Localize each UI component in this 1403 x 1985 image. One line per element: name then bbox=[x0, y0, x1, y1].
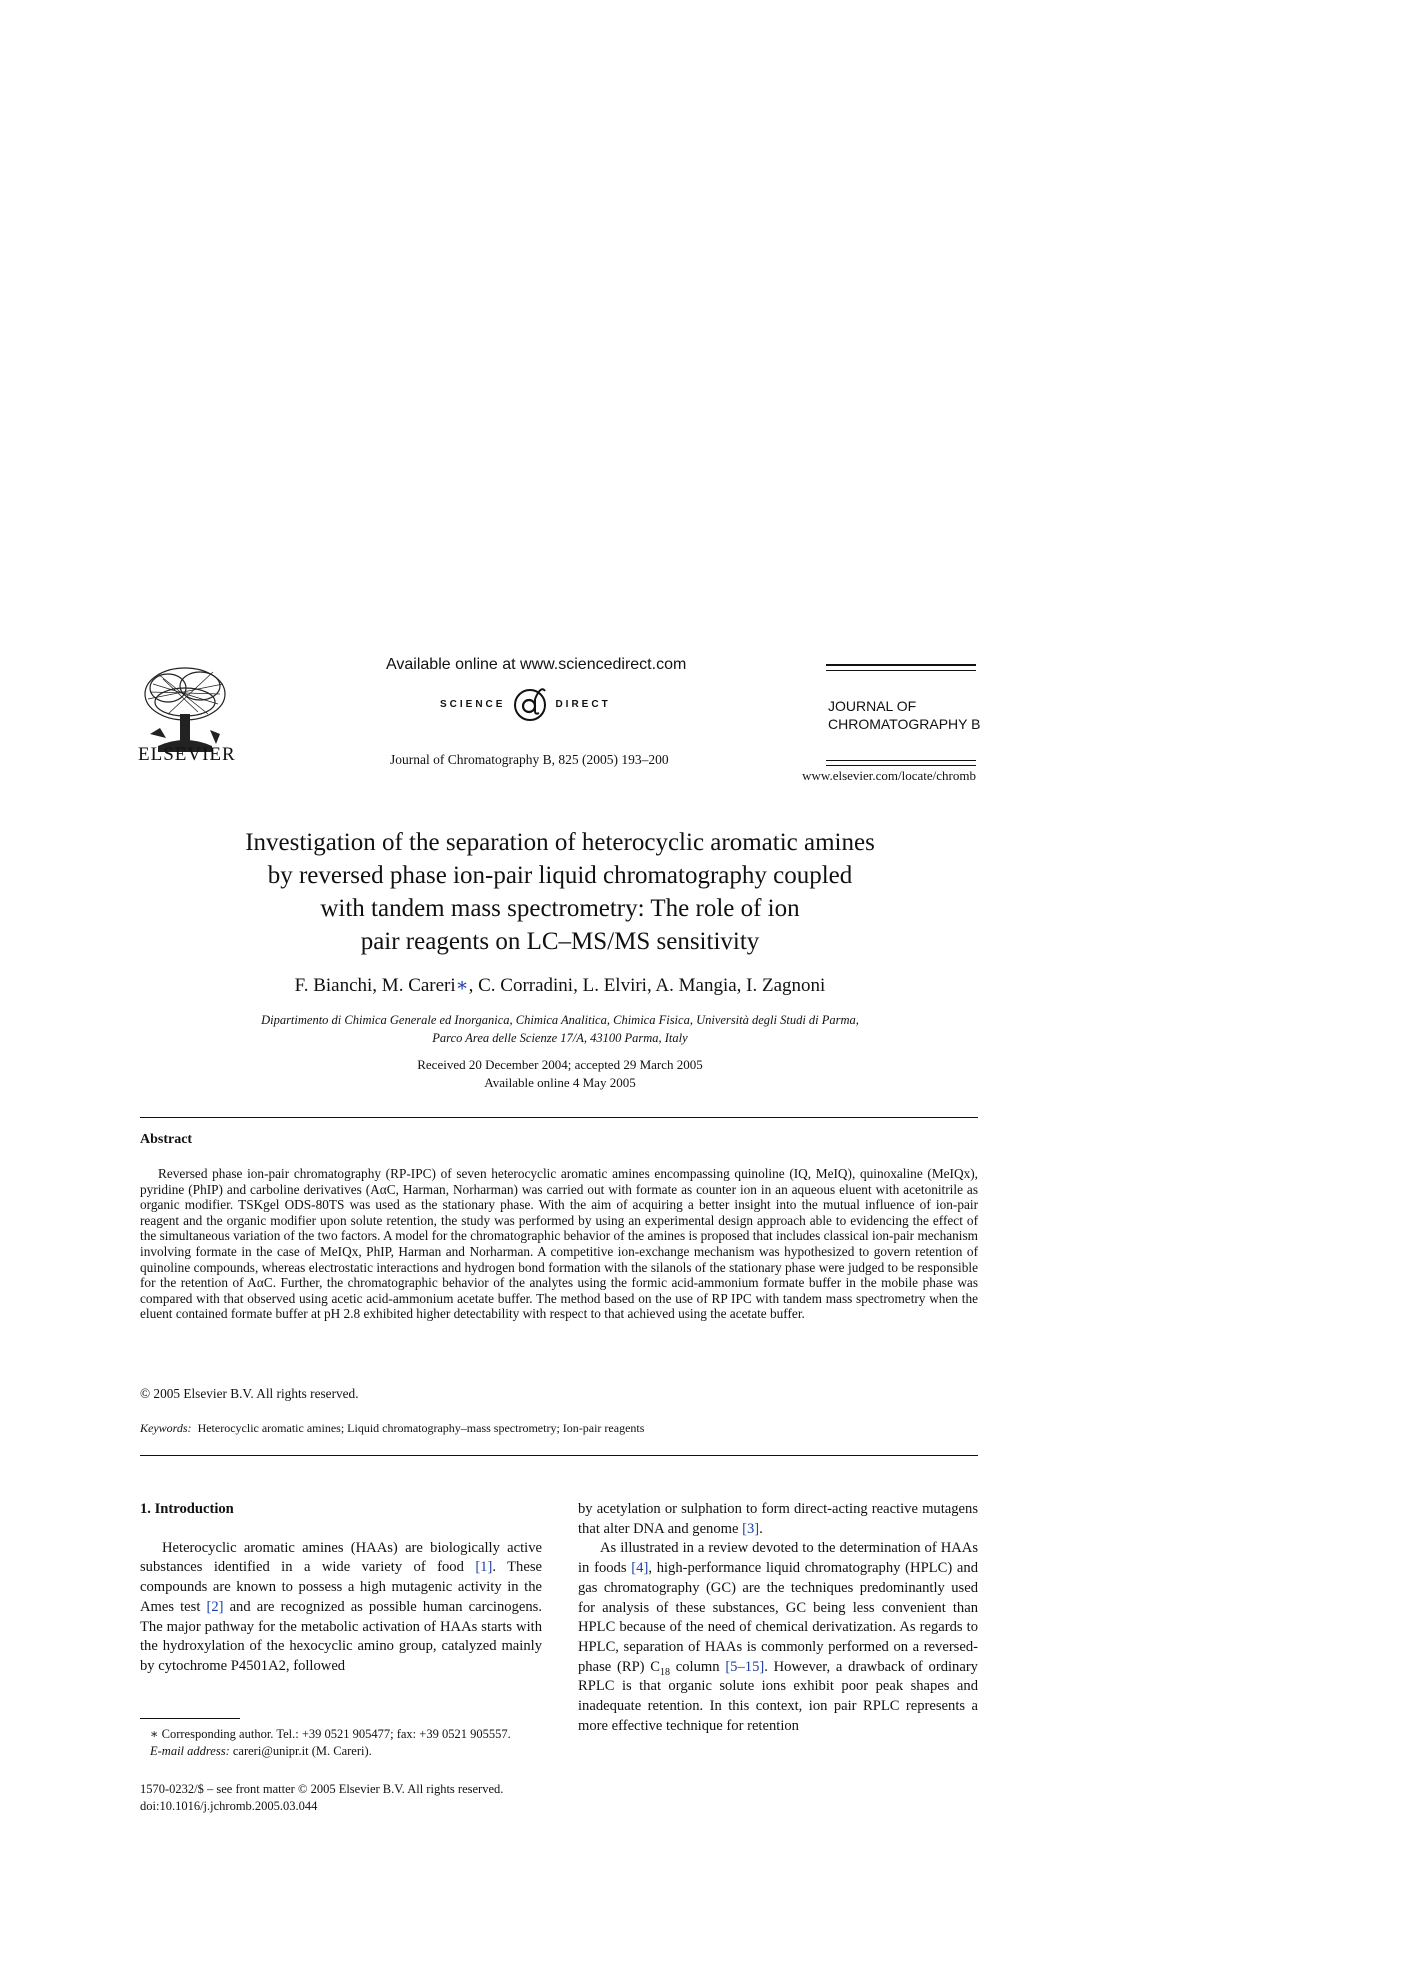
title-line: by reversed phase ion-pair liquid chromatography coupled bbox=[267, 862, 853, 889]
journal-name-line2: CHROMATOGRAPHY B bbox=[828, 716, 981, 732]
affiliation bbox=[160, 1011, 960, 1047]
footnote-mark: ∗ bbox=[150, 1727, 159, 1741]
received-date: Received 20 December 2004; accepted 29 March 2005 bbox=[417, 1057, 703, 1072]
title-line: with tandem mass spectrometry: The role of ion bbox=[320, 895, 800, 922]
publisher-name: ELSEVIER bbox=[138, 744, 236, 765]
header-rule bbox=[826, 670, 976, 671]
sd-left-word: SCIENCE bbox=[440, 698, 506, 710]
reference-link[interactable]: [4] bbox=[631, 1560, 649, 1577]
reference-link[interactable]: [5–15] bbox=[725, 1658, 765, 1675]
section-heading-introduction: 1. Introduction bbox=[140, 1501, 234, 1517]
text-run: column bbox=[670, 1658, 726, 1675]
footnote-line1 bbox=[150, 1726, 550, 1743]
article-title bbox=[160, 826, 960, 958]
reference-link[interactable]: [1] bbox=[475, 1559, 493, 1576]
author-list bbox=[160, 974, 960, 997]
sd-right-word: DIRECT bbox=[555, 698, 611, 710]
subscript: 18 bbox=[660, 1666, 671, 1678]
right-column bbox=[578, 1500, 978, 1736]
sciencedirect-logo bbox=[440, 684, 611, 724]
text-run: , high-performance liquid chromatography (HPLC) and gas chromatography (GC) are the techniques predominantly used for analysis of these substances, GC being less convenient than HPLC because of the need of chemical derivatization. As regards to HPLC, separation of HAAs is commonly performed on a reversed-phase (RP) C bbox=[578, 1560, 979, 1675]
article-dates bbox=[160, 1056, 960, 1092]
text-run: Heterocyclic aromatic amines (HAAs) are biologically active substances identified in a wide variety of food bbox=[140, 1539, 542, 1576]
journal-name bbox=[828, 697, 980, 733]
journal-name-line1: JOURNAL OF bbox=[828, 698, 917, 714]
header-rule bbox=[826, 765, 976, 766]
header-rule bbox=[826, 664, 976, 666]
journal-url-link[interactable]: www.elsevier.com/locate/chromb bbox=[802, 768, 976, 783]
journal-citation: Journal of Chromatography B, 825 (2005) 193–200 bbox=[390, 752, 669, 767]
abstract-bottom-rule bbox=[140, 1455, 978, 1456]
text-run: . bbox=[759, 1520, 763, 1537]
abstract-copyright: © 2005 Elsevier B.V. All rights reserved. bbox=[140, 1386, 359, 1401]
header-rule bbox=[826, 760, 976, 761]
footnote-text: Corresponding author. Tel.: +39 0521 905477; fax: +39 0521 905557. bbox=[158, 1727, 511, 1741]
abstract-heading: Abstract bbox=[140, 1132, 193, 1147]
text-run: As illustrated in a review devoted to the determination of HAAs in foods bbox=[578, 1540, 978, 1577]
text-run: . These compounds are known to possess a high mutagenic activity in the Ames test bbox=[140, 1559, 542, 1615]
paragraph bbox=[140, 1539, 542, 1677]
issn-doi bbox=[140, 1781, 503, 1815]
doi-line[interactable]: doi:10.1016/j.jchromb.2005.03.044 bbox=[140, 1799, 318, 1813]
affiliation-line2: Parco Area delle Scienze 17/A, 43100 Parma, Italy bbox=[432, 1031, 688, 1045]
reference-link[interactable]: [3] bbox=[742, 1520, 760, 1537]
available-date: Available online 4 May 2005 bbox=[484, 1075, 636, 1090]
affiliation-line1: Dipartimento di Chimica Generale ed Inorganica, Chimica Analitica, Chimica Fisica, Università degli Studi di Parma, bbox=[261, 1013, 859, 1027]
sciencedirect-at-icon bbox=[511, 685, 549, 723]
paragraph bbox=[578, 1500, 978, 1539]
keywords-label: Keywords: bbox=[140, 1421, 192, 1435]
keywords bbox=[140, 1421, 644, 1436]
footnote-line2 bbox=[150, 1743, 550, 1760]
left-column bbox=[140, 1500, 542, 1677]
text-run: . However, a drawback of ordinary RPLC is that organic solute ions exhibit poor peak shapes and inadequate retention. In this context, ion pair RPLC represents a more effective technique for retention bbox=[578, 1658, 978, 1734]
footnote bbox=[150, 1726, 550, 1760]
text-run: by acetylation or sulphation to form direct-acting reactive mutagens that alter DNA and genome bbox=[578, 1501, 978, 1537]
reference-link[interactable]: [2] bbox=[206, 1598, 224, 1615]
title-line: pair reagents on LC–MS/MS sensitivity bbox=[360, 928, 760, 955]
abstract-body: Reversed phase ion-pair chromatography (RP-IPC) of seven heterocyclic aromatic amines encompassing quinoline (IQ, MeIQ), quinoxaline (MeIQx), pyridine (PhIP) and carboline derivatives (AαC, Harman, Norharman) was carried out with formate as counter ion in an aqueous eluent with acetonitrile as organic modifier. TSKgel ODS-80TS was used as the stationary phase. With the aim of acquiring a better insight into the mutual influence of ion-pair reagent and the organic modifier upon solute retention, the study was performed by using an experimental design approach able to evidencing the effect of the simultaneous variation of the two factors. A model for the chromatographic behavior of the amines is proposed that includes classical ion-pair mechanism involving formate in the case of MeIQx, PhIP, Harman and Norharman. A competitive ion-exchange mechanism was hypothesized to govern retention of quinoline compounds, whereas electrostatic interactions and hydrogen bond formation with the silanols of the stationary phase were judged to be responsible for the retention of AαC. Further, the chromatographic behavior of the analytes using the formic acid-ammonium formate buffer in the mobile phase was compared with that observed using acetic acid-ammonium acetate buffer. The method based on the use of RP IPC with tandem mass spectrometry when the eluent contained formate buffer at pH 2.8 exhibited higher detectability with respect to that achieved using the acetate buffer. bbox=[140, 1166, 978, 1322]
available-online-link[interactable]: Available online at www.sciencedirect.com bbox=[386, 656, 687, 673]
text-run: and are recognized as possible human carcinogens. The major pathway for the metabolic activation of HAAs starts with the hydroxylation of the hexocyclic amino group, catalyzed mainly by cytochrome P4501A2, followed bbox=[140, 1598, 542, 1674]
issn-line: 1570-0232/$ – see front matter © 2005 Elsevier B.V. All rights reserved. bbox=[140, 1782, 504, 1796]
corresponding-author-link[interactable]: ∗ bbox=[455, 975, 469, 996]
keywords-list: Heterocyclic aromatic amines; Liquid chromatography–mass spectrometry; Ion-pair reagents bbox=[197, 1421, 645, 1435]
paragraph bbox=[578, 1539, 978, 1736]
authors-part-a: F. Bianchi, M. Careri bbox=[294, 975, 456, 996]
footnote-rule bbox=[140, 1718, 240, 1719]
title-line: Investigation of the separation of heterocyclic aromatic amines bbox=[245, 829, 875, 856]
email-label: E-mail address: bbox=[150, 1744, 230, 1758]
authors-part-b: , C. Corradini, L. Elviri, A. Mangia, I. Zagnoni bbox=[468, 975, 826, 996]
abstract-top-rule bbox=[140, 1117, 978, 1118]
email-address: careri@unipr.it (M. Careri). bbox=[229, 1744, 372, 1758]
